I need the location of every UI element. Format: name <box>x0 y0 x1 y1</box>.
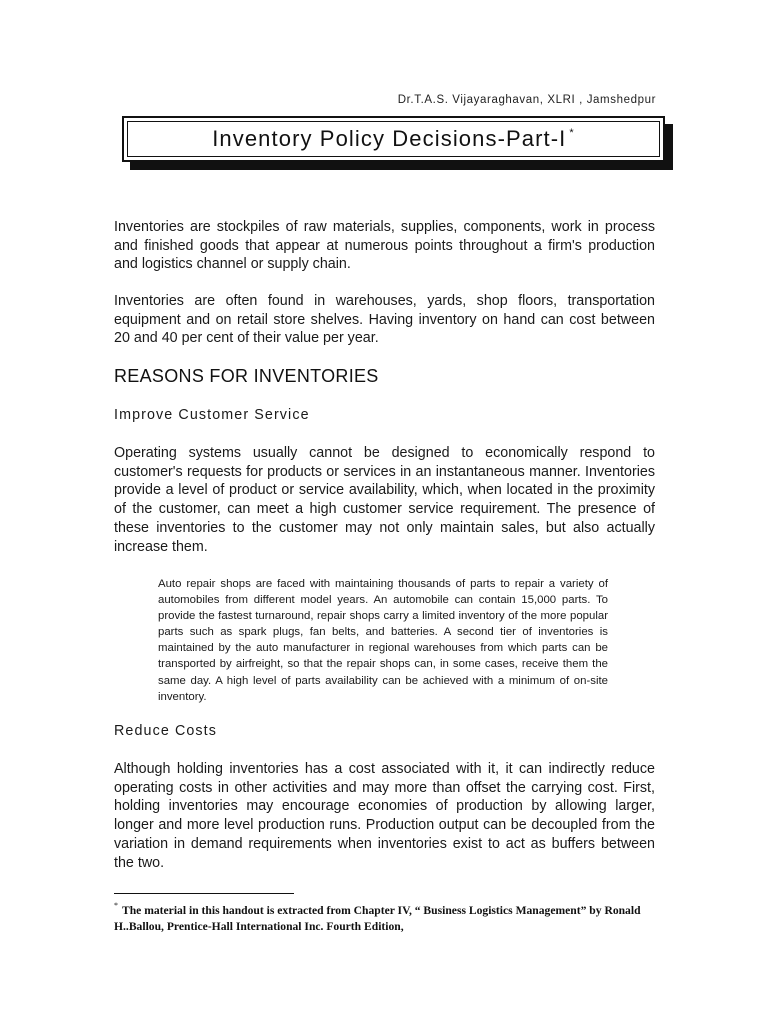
intro-paragraph-2: Inventories are often found in warehouses, yards, shop floors, transportation equipment and on retail store shelves. Having inventory on hand can cost between 20 and 40 per cent of their value per year. <box>114 293 655 347</box>
title-footnote-marker: * <box>569 126 575 139</box>
footnote <box>114 899 655 936</box>
title-text: Inventory Policy Decisions-Part-I <box>212 126 567 151</box>
title-box <box>122 116 665 162</box>
example-quote: Auto repair shops are faced with maintaining thousands of parts to repair a variety of automobiles from different model years. An automobile can contain 15,000 parts. To provide the fastest turnaround, repair shops carry a limited inventory of the more popular parts such as spark plugs, fan belts, and batteries. A second tier of inventories is maintained by the auto manufacturer in regional warehouses from which parts can be transported by airfreight, so that the repair shops can, in some cases, receive them the same day. A high level of parts availability can be achieved with a minimum of on-site inventory. <box>158 578 608 703</box>
reduce-costs-paragraph: Although holding inventories has a cost associated with it, it can indirectly reduce operating costs in other activities and may more than offset the carrying cost. First, holding inventories may encourage economies of production by allowing larger, longer and more level production runs. Production output can be decoupled from the variation in demand requirements when inventories exist to act as buffers between the two. <box>114 761 655 871</box>
customer-service-paragraph: Operating systems usually cannot be designed to economically respond to customer's requests for products or services in an instantaneous manner. Inventories provide a level of product or service availability, which, when located in the proximity of the customer, can meet a high customer service requirement. The presence of these inventories to the customer may not only maintain sales, but also actually increase them. <box>114 445 655 555</box>
intro-paragraph-1: Inventories are stockpiles of raw materials, supplies, components, work in process and finished goods that appear at numerous points throughout a firm's production and logistics channel or supply chain. <box>114 219 655 273</box>
footnote-divider <box>114 893 294 894</box>
subheading-reduce-costs: Reduce Costs <box>114 723 217 739</box>
section-heading: REASONS FOR INVENTORIES <box>114 366 379 386</box>
document-title <box>212 126 575 152</box>
footnote-text: The material in this handout is extracted from Chapter IV, “ Business Logistics Management” by Ronald H..Ballou, Prentice-Hall International Inc. Fourth Edition, <box>114 903 641 934</box>
subheading-customer-service: Improve Customer Service <box>114 407 310 423</box>
title-box-inner <box>127 121 660 157</box>
footnote-marker: * <box>114 901 118 910</box>
author-line: Dr.T.A.S. Vijayaraghavan, XLRI , Jamshedpur <box>397 94 656 106</box>
